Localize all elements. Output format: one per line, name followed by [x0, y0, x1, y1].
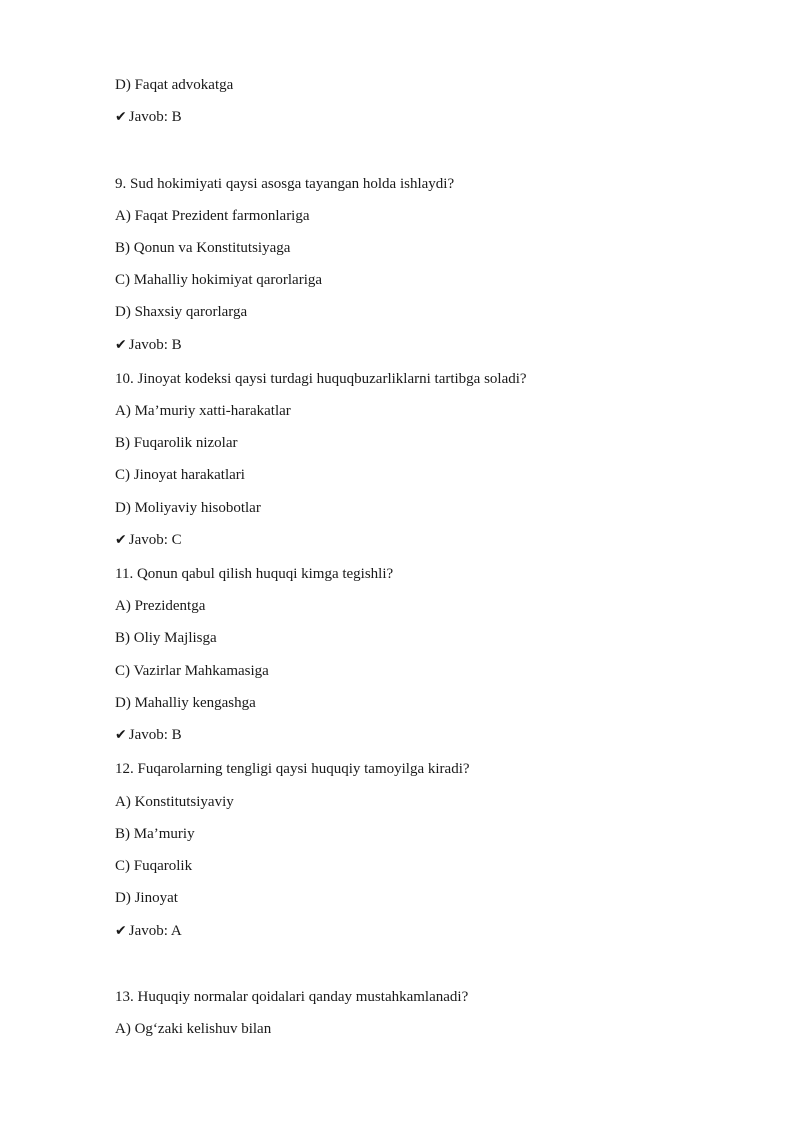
answer-text: Javob: B: [128, 337, 182, 353]
answer-text: Javob: B: [128, 727, 182, 743]
option-line: B) Ma’muriy: [115, 826, 195, 842]
option-line: D) Jinoyat: [115, 890, 178, 906]
answer-line: [115, 108, 182, 126]
option-line: C) Vazirlar Mahkamasiga: [115, 663, 269, 679]
checkmark-icon: ✔: [115, 337, 127, 353]
question-line: 13. Huquqiy normalar qoidalari qanday mustahkamlanadi?: [115, 989, 469, 1005]
question-line: 9. Sud hokimiyati qaysi asosga tayangan holda ishlaydi?: [115, 176, 455, 192]
option-line: C) Fuqarolik: [115, 858, 193, 874]
answer-line: [115, 531, 182, 549]
option-line: D) Faqat advokatga: [115, 77, 234, 93]
question-line: 11. Qonun qabul qilish huquqi kimga tegishli?: [115, 566, 394, 582]
checkmark-icon: ✔: [115, 532, 127, 548]
answer-text: Javob: C: [128, 532, 182, 548]
option-line: D) Mahalliy kengashga: [115, 695, 256, 711]
answer-text: Javob: B: [128, 109, 182, 125]
answer-line: [115, 922, 182, 940]
answer-line: [115, 726, 182, 744]
option-line: C) Mahalliy hokimiyat qarorlariga: [115, 272, 323, 288]
checkmark-icon: ✔: [115, 923, 127, 939]
question-line: 12. Fuqarolarning tengligi qaysi huquqiy tamoyilga kiradi?: [115, 761, 470, 777]
option-line: B) Qonun va Konstitutsiyaga: [115, 240, 291, 256]
checkmark-icon: ✔: [115, 727, 127, 743]
option-line: B) Fuqarolik nizolar: [115, 435, 238, 451]
option-line: D) Shaxsiy qarorlarga: [115, 304, 248, 320]
option-line: D) Moliyaviy hisobotlar: [115, 500, 261, 516]
option-line: A) Prezidentga: [115, 598, 206, 614]
answer-line: [115, 336, 182, 354]
option-line: A) Ma’muriy xatti-harakatlar: [115, 403, 291, 419]
answer-text: Javob: A: [128, 923, 182, 939]
option-line: A) Konstitutsiyaviy: [115, 794, 234, 810]
option-line: A) Faqat Prezident farmonlariga: [115, 208, 310, 224]
option-line: B) Oliy Majlisga: [115, 630, 217, 646]
question-line: 10. Jinoyat kodeksi qaysi turdagi huquqbuzarliklarni tartibga soladi?: [115, 371, 527, 387]
checkmark-icon: ✔: [115, 109, 127, 125]
option-line: A) Og‘zaki kelishuv bilan: [115, 1021, 272, 1037]
option-line: C) Jinoyat harakatlari: [115, 467, 245, 483]
